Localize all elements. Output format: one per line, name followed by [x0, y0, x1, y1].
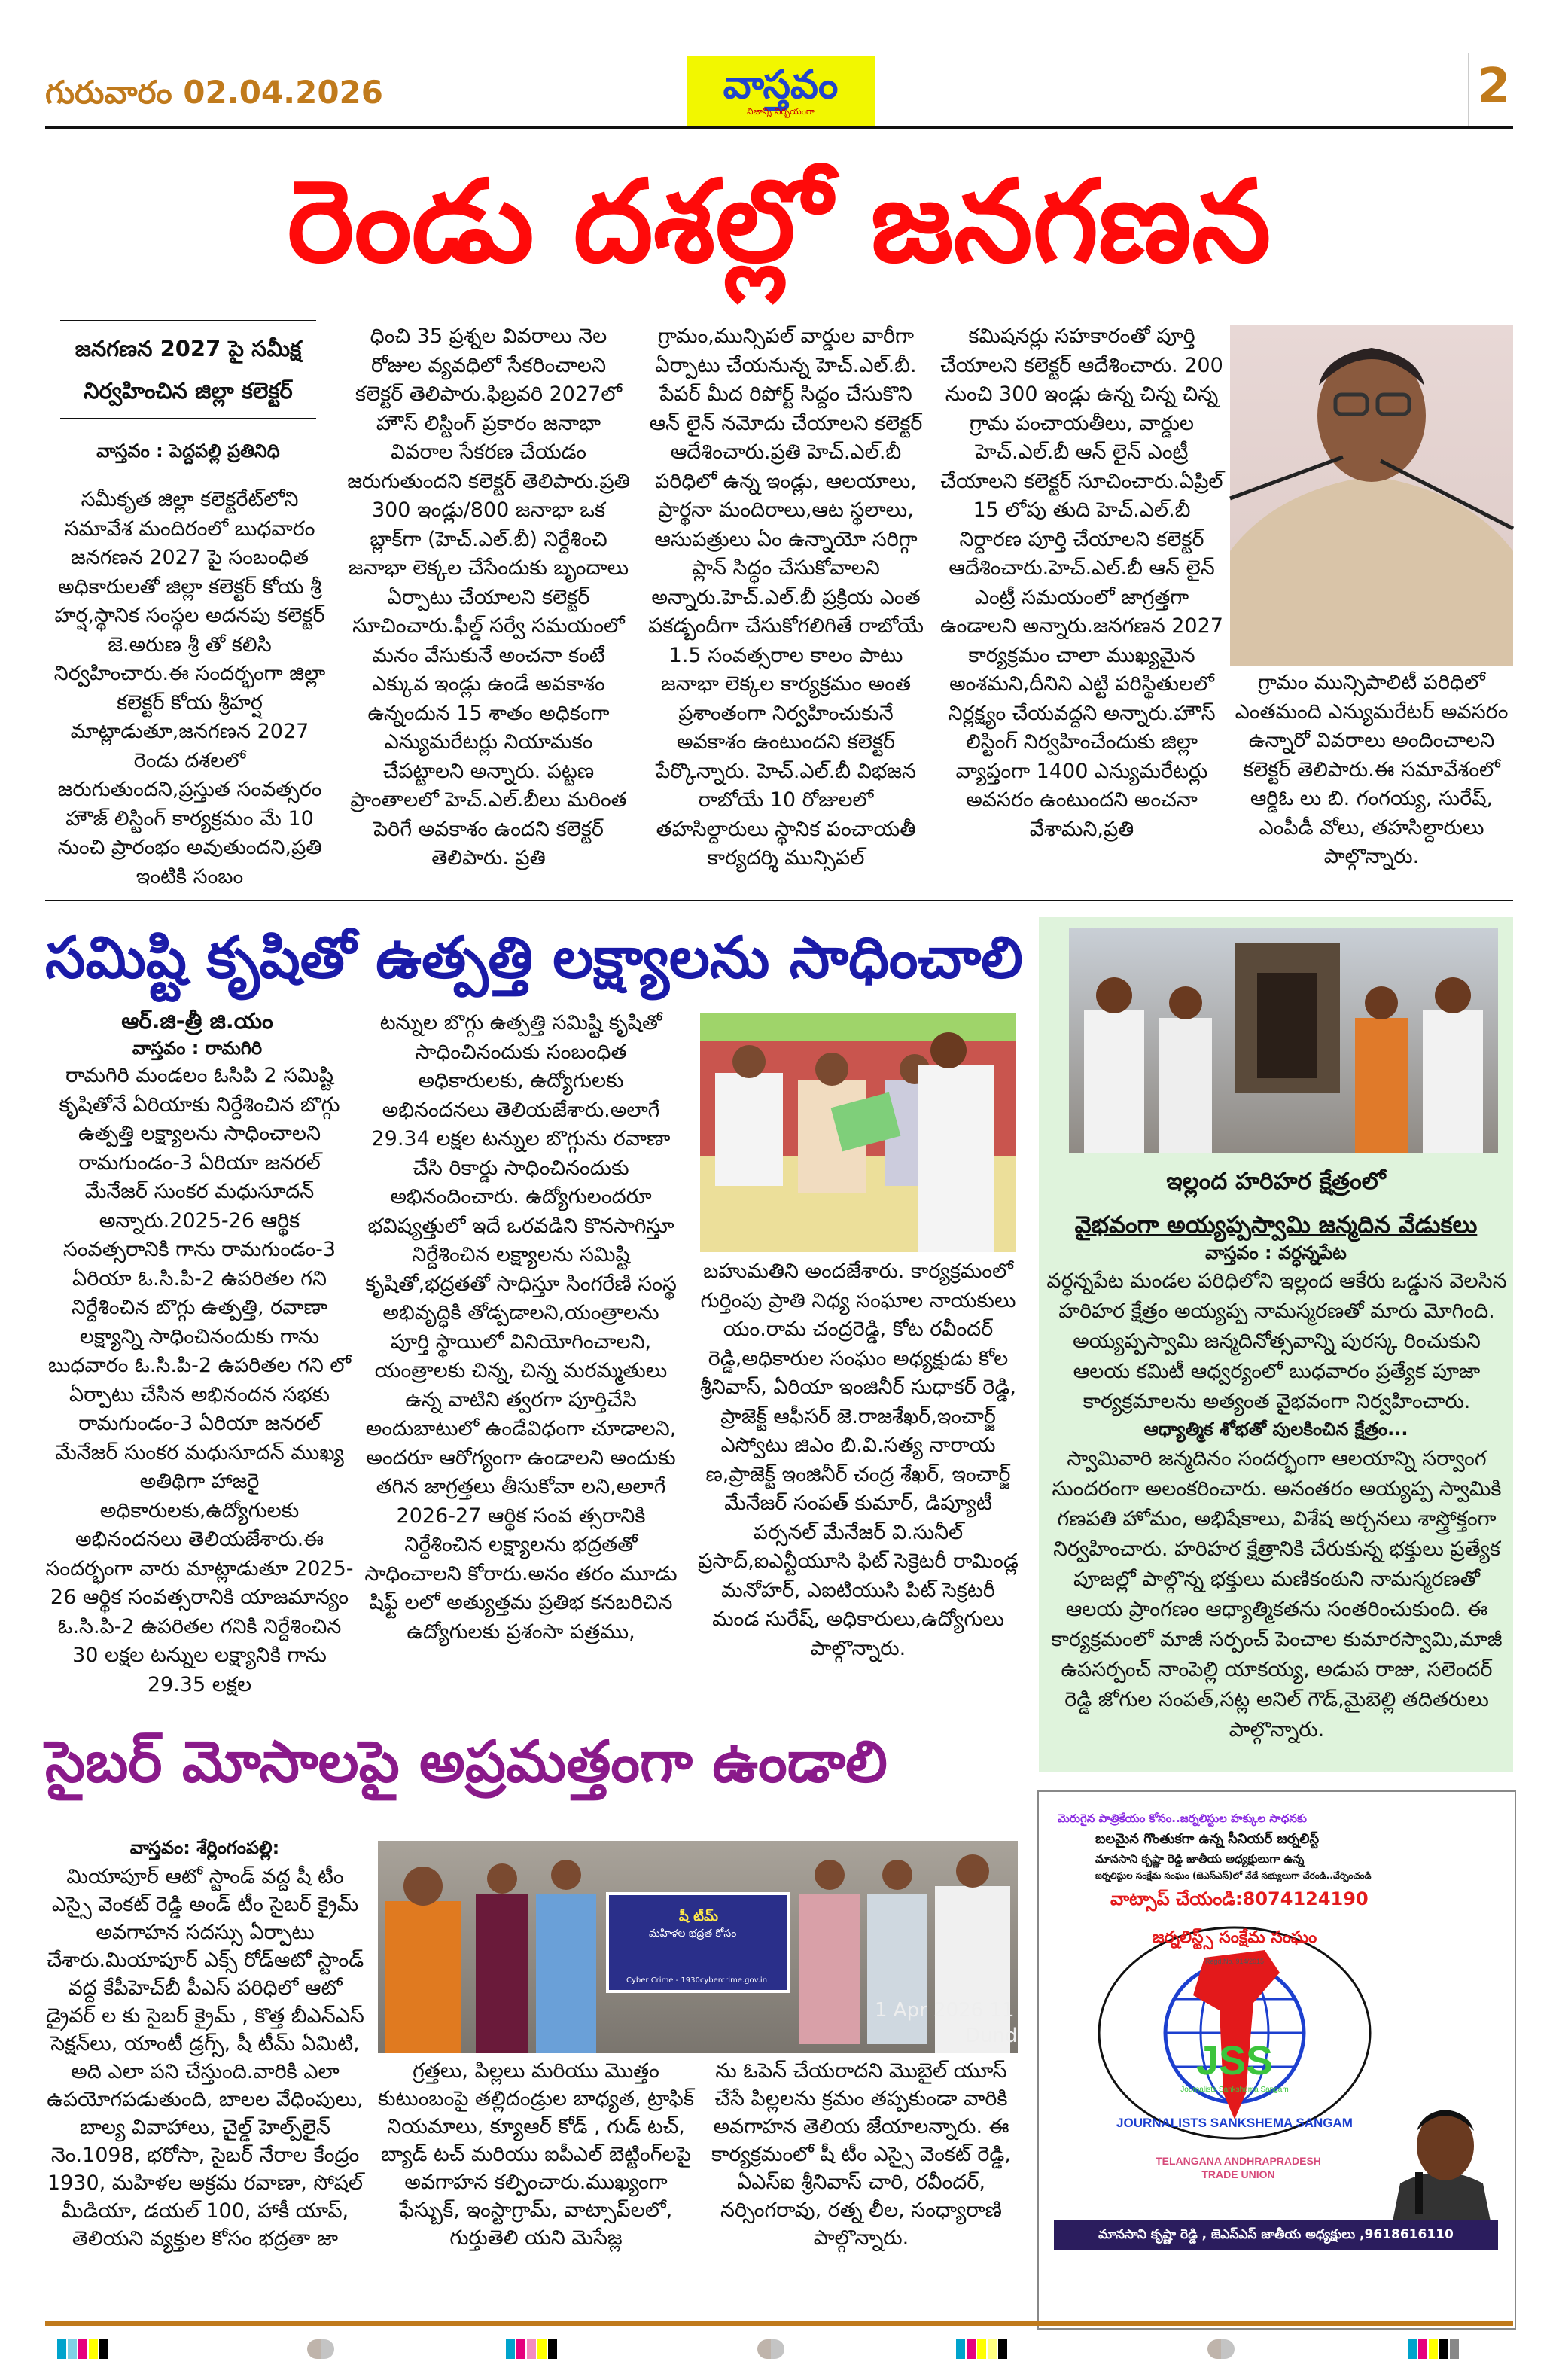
ad-line-1: మెరుగైన పాత్రికేయం కోసం..జర్నలిస్టుల హక్కుల సాధనకు [1058, 1812, 1307, 1825]
ad-footer: మానసాని కృష్ణా రెడ్డి , జెఎస్ఎస్ జాతీయ అధ్యక్షులు ,9618616110 [1054, 2220, 1498, 2250]
masthead-logo [687, 56, 875, 126]
logo-ring-text: JOURNALISTS SANKSHEMA SANGAM [1116, 2116, 1353, 2130]
temple-celebration-photo [1069, 928, 1498, 1153]
logo-inner-text: Journalists Sankshema Sangam [1180, 2086, 1289, 2094]
article2-column-1: రామగిరి మండలం ఓసిపి 2 సమిష్టి కృషితోనే ఏరియాకు నిర్దేశించిన బొగ్గు ఉత్పత్తి లక్ష్యాలను సాధించాలని రామగుండం-3 ఏరియా జనరల్ మేనేజర్ సుంకర మధుసూదన్ అన్నారు.2025-26 ఆర్థిక సంవత్సరానికి గాను రామగుండం-3 ఏరియా ఓ.సి.పి-2 ఉపరితల గని నిర్దేశించిన బొగ్గు ఉత్పత్తి, రవాణా లక్ష్యాన్ని సాధించినందుకు గాను బుధవారం ఓ.సి.పి-2 ఉపరితల గని లో ఏర్పాటు చేసిన అభినందన సభకు రామగుండం-3 ఏరియా జనరల్ మేనేజర్ సుంకర మధుసూదన్ ముఖ్య అతిథిగా హాజరై అధికారులకు,ఉద్యోగులకు అభినందనలు తెలియజేశారు.ఈ సందర్భంగా వారు మాట్లాడుతూ 2025-26 ఆర్థిక సంవత్సరానికి యాజమాన్యం ఓ.సి.పి-2 ఉపరితల గనికి నిర్దేశించిన 30 లక్షల టన్నుల లక్ష్యానికి గాను 29.35 లక్షల [45, 1064, 354, 1696]
ad-line-3: మానసాని కృష్ణా రెడ్డి జాతీయ అధ్యక్షులుగా ఉన్న [1095, 1852, 1305, 1866]
ad-whatsapp: వాట్సాప్ చేయండి:8074124190 [1110, 1888, 1369, 1909]
president-photo-icon [1393, 2101, 1491, 2221]
article1-column-4: కమిషనర్లు సహకారంతో పూర్తి చేయాలని కలెక్టర్ ఆదేశించారు. 200 నుంచి 300 ఇండ్లు ఉన్న చిన్న చిన్న గ్రామ పంచాయతీలు, వార్డుల హెచ్.ఎల్.బీ ఆన్ లైన్ ఎంట్రీ చేయాలని కలెక్టర్ సూచించారు.ఏప్రిల్ 15 లోపు తుది హెచ్.ఎల్.బీ నిర్దారణ పూర్తి చేయాలని కలెక్టర్ ఆదేశించారు.హెచ్.ఎల్.బీ ఆన్ లైన్ ఎంట్రీ సమయంలో జాగ్రత్తగా ఉండాలని అన్నారు.జనగణన 2027 కార్యక్రమం చాలా ముఖ్యమైన అంశమని,దీనిని ఎట్టి పరిస్థితులలో నిర్లక్ష్యం చేయవద్దని అన్నారు.హౌస్ లిస్టింగ్ నిర్వహించేందుకు జిల్లా వ్యాప్తంగా 1400 ఎన్యుమరేటర్లు అవసరం ఉంటుందని అంచనా వేశామని,ప్రతి [940, 325, 1223, 841]
article2-column-2: టన్నుల బొగ్గు ఉత్పత్తి సమిష్టి కృషితో సాధించినందుకు సంబంధిత అధికారులకు, ఉద్యోగులకు అభినందనలు తెలియజేశారు.అలాగే 29.34 లక్షల టన్నుల బొగ్గును రవాణా చేసి రికార్డు సాధించినందుకు అభినందించారు. ఉద్యోగులందరూ భవిష్యత్తులో ఇదే ఒరవడిని కొనసాగిస్తూ నిర్దేశించిన లక్ష్యాలను సమిష్టి కృషితో,భద్రతతో సాధిస్తూ సింగరేణి సంస్థ అభివృద్ధికి తోడ్పడాలని,యంత్రాలను పూర్తి స్థాయిలో వినియోగించాలని, యంత్రాలకు చిన్న, చిన్న మరమ్మతులు ఉన్న వాటిని త్వరగా పూర్తిచేసి అందుబాటులో ఉండేవిధంగా చూడాలని, అందరూ ఆరోగ్యంగా ఉండాలని అందుకు తగిన జాగ్రత్తలు తీసుకోవా లని,అలాగే 2026-27 ఆర్థిక సంవ త్సరానికి నిర్దేశించిన లక్ష్యాలను భద్రతతో సాధించాలని కోరారు.అనం తరం మూడు షిఫ్ట్ లలో అత్యుత్తమ ప్రతిభ కనబరిచిన ఉద్యోగులకు ప్రశంసా పత్రము, [364, 1011, 678, 1644]
collector-photo [1230, 325, 1513, 666]
sidebar-headline-1: ఇల్లంద హరిహర క్షేత్రంలో [1166, 1168, 1386, 1195]
people-figures-icon [700, 1013, 1016, 1252]
photo-timestamp: 1 Apr 2026 11 [875, 1999, 1015, 2022]
article1-column-2: ధించి 35 ప్రశ్నల వివరాలు నెల రోజుల వ్యవధిలో సేకరించాలని కలెక్టర్ తెలిపారు.ఫిబ్రవరి 2027లో హౌస్ లిస్టింగ్ ప్రకారం జనాభా వివరాల సేకరణ చేయడం జరుగుతుందని కలెక్టర్ తెలిపారు.ప్రతి 300 ఇండ్లు/800 జనాభా ఒక బ్లాక్‌గా (హెచ్.ఎల్.బీ) నిర్దేశించి జనాభా లెక్కల చేసేందుకు బృందాలు ఏర్పాటు చేయాలని కలెక్టర్ సూచించారు.ఫీల్డ్ సర్వే సమయంలో మనం వేసుకునే అంచనా కంటే ఎక్కువ ఇండ్లు ఉండే అవకాశం ఉన్నందున 15 శాతం అధికంగా ఎన్యుమరేటర్లు నియామకం చేపట్టాలని అన్నారు. పట్టణ ప్రాంతాలలో హెచ్.ఎల్.బీలు మరింత పెరిగే అవకాశం ఉందని కలెక్టర్ తెలిపారు. ప్రతి [347, 325, 630, 870]
union-line-2: TRADE UNION [1201, 2168, 1275, 2180]
sidebar-byline: వాస్తవం : వర్ధన్నపేట [1205, 1242, 1347, 1263]
page-number-divider [1468, 53, 1469, 128]
article2-headline: సమిష్టి కృషితో ఉత్పత్తి లక్ష్యాలను సాధించాలి [45, 924, 1023, 991]
sidebar-paragraph-1: వర్ధన్నపేట మండల పరిధిలోని ఇల్లంద ఆకేరు ఒడ్డున వెలసిన హరిహర క్షేత్రం అయ్యప్ప నామస్మరణతో మారు మోగింది. అయ్యప్పస్వామి జన్మదినోత్సవాన్ని పురస్క రించుకుని ఆలయ కమిటీ ఆధ్వర్యంలో బుధవారం ప్రత్యేక పూజా కార్యక్రమాలను అత్యంత వైభవంగా నిర్వహించారు. [1046, 1269, 1507, 1413]
issue-date: గురువారం 02.04.2026 [45, 74, 383, 111]
logo-text: వాస్తవం [723, 62, 839, 108]
article3-column-1: మియాపూర్ ఆటో స్టాండ్ వద్ద షీ టీం ఎస్సై వెంకట్ రెడ్డి అండ్ టీం సైబర్ క్రైమ్ అవగాహన సదస్సు ఏర్పాటు చేశారు.మియాపూర్ ఎక్స్ రోడ్ఆటో స్టాండ్ వద్ద కేపీహెచ్‌బీ పీఎస్ పరిధిలో ఆటో డ్రైవర్ ల కు సైబర్ క్రైమ్ , కొత్త బీఎన్ఎస్ సెక్షన్‌లు, యాంటీ డ్రగ్స్, షీ టీమ్ ఏమిటి, అది ఎలా పని చేస్తుంది.వారికి ఎలా ఉపయోగపడుతుంది, బాలల వేధింపులు, బాల్య వివాహాలు, చైల్డ్ హెల్ప్‌లైన్ నెం.1098, భరోసా, సైబర్ నేరాల కేంద్రం 1930, మహిళల అక్రమ రవాణా, సోషల్ మీడియా, డయల్ 100, హాకీ యాప్, తెలియని వ్యక్తుల కోసం భద్రతా జా [46, 1865, 364, 2250]
collector-photo-caption: గ్రామం మున్సిపాలిటీ పరిధిలో ఎంతమంది ఎన్యుమరేటర్ అవసరం ఉన్నారో వివరాలు అందించాలని కలెక్టర్ తెలిపారు.ఈ సమావేశంలో ఆర్డిఓ లు బి. గంగయ్య, సురేష్, ఎంపీడీ వోలు, తహసిల్దారులు పాల్గొన్నారు. [1235, 671, 1509, 868]
article3-byline: వాస్తవం: శేర్లింగంపల్లి: [129, 1837, 280, 1858]
header-rule [45, 126, 1513, 129]
sidebar-paragraph-2: స్వామివారి జన్మదినం సందర్భంగా ఆలయాన్ని సర్వాంగ సుందరంగా అలంకరించారు. అనంతరం అయ్యప్ప స్వామికి గణపతి హోమం, అభిషేకాలు, విశేష అర్చనలు శాస్త్రోక్తంగా నిర్వహించారు. హరిహర క్షేత్రానికి చేరుకున్న భక్తులు ప్రత్యేక పూజల్లో పాల్గొన్న భక్తులు మణికంఠుని నామస్మరణతో ఆలయ ప్రాంగణం ఆధ్యాత్మికతను సంతరించుకుంది. ఈ కార్యక్రమంలో మాజీ సర్పంచ్ పెంచాల కుమారస్వామి,మాజీ ఉపసర్పంచ్ నాంపెల్లి యాకయ్య, అడుప రాజు, సలెందర్ రెడ్డి జోగుల సంపత్,సట్ల అనిల్ గౌడ్,మైబెల్లి తదితరులు పాల్గొన్నారు. [1051, 1447, 1503, 1742]
article1-subhead: జనగణన 2027 పై సమీక్ష నిర్వహించిన జిల్లా కలెక్టర్ [75, 336, 302, 404]
article1-subhead-box [60, 320, 316, 419]
article2-subhead: ఆర్.జి-త్రీ జి.యం [121, 1008, 273, 1034]
jss-logo-icon [1092, 1920, 1378, 2146]
ad-line-4: జర్నలిస్టుల సంక్షేమ సంఘం (జెఎస్ఎస్)లో నేడే సభ్యులుగా చేరండి..చేర్పించండి [1095, 1870, 1372, 1881]
she-team-awareness-photo [378, 1841, 1018, 2053]
registration-pill [307, 2339, 334, 2359]
color-registration-marks [57, 2339, 108, 2359]
article2-byline: వాస్తవం : రామగిరి [132, 1038, 263, 1059]
article1-column-3: గ్రామం,మున్సిపల్ వార్డుల వారీగా ఏర్పాటు చేయనున్న హెచ్.ఎల్.బీ. పేపర్ మీద రిపోర్ట్ సిద్దం చేసుకొని ఆన్ లైన్ నమోదు చేయాలని కలెక్టర్ ఆదేశించారు.ప్రతి హెచ్.ఎల్.బీ పరిధిలో ఉన్న ఇండ్లు, ఆలయాలు, ప్రార్థనా మందిరాలు,ఆట స్థలాలు, ఆసుపత్రులు ఏం ఉన్నాయో సరిగ్గా ప్లాన్ సిద్ధం చేసుకోవాలని అన్నారు.హెచ్.ఎల్.బీ ప్రక్రియ ఎంత పకడ్బందీగా చేసుకోగలిగితే రాబోయే 1.5 సంవత్సరాల కాలం పాటు జనాభా లెక్కల కార్యక్రమం అంత ప్రశాంతంగా నిర్వహించుకునే అవకాశం ఉంటుందని కలెక్టర్ పేర్కొన్నారు. హెచ్.ఎల్.బీ విభజన రాబోయే 10 రోజులలో తహసిల్దారులు స్థానిక పంచాయతీ కార్యదర్శి మున్సిపల్ [648, 325, 924, 870]
logo-regd: Regd.No. 914/2015 [1204, 1958, 1265, 1965]
article1-byline: వాస్తవం : పెద్దపల్లి ప్రతినిధి [96, 440, 280, 462]
devotees-figures-icon [1069, 928, 1498, 1153]
banner-title: షీ టీమ్ [679, 1909, 719, 1924]
article3-column-3: ను ఓపెన్ చేయరాదని మొబైల్ యూస్ చేసే పిల్లలను క్రమం తప్పకుండా వారికి అవగాహన తెలియ జేయాలన్నారు. ఈ కార్యక్రమంలో షీ టీం ఎస్సై వెంకట్ రెడ్డి, ఏఎస్ఐ శ్రీనివాస్ చారి, రవీందర్, నర్సింగరావు, రత్న లీల, సంధ్యారాణి పాల్గొన్నారు. [711, 2059, 1011, 2250]
sidebar-subhead: ఆధ్యాత్మిక శోభతో పులకించిన క్షేత్రం... [1143, 1419, 1408, 1440]
page-number: 2 [1477, 59, 1511, 114]
article3-headline: సైబర్ మోసాలపై అప్రమత్తంగా ఉండాలి [45, 1728, 888, 1795]
union-line-1: TELANGANA ANDHRAPRADESH [1156, 2155, 1321, 2167]
color-registration-marks [956, 2339, 1007, 2359]
ad-line-2: బలమైన గొంతుకగా ఉన్న సీనియర్ జర్నలిస్ట్ [1095, 1831, 1320, 1847]
logo-tagline: నిజాన్ని నిర్భయంగా [747, 105, 815, 117]
sidebar-headline-2: వైభవంగా అయ్యప్పస్వామి జన్మదిన వేడుకలు [1074, 1211, 1478, 1239]
article3-column-2: గ్రత్తలు, పిల్లలు మరియు మొత్తం కుటుంబంపై తల్లిదండ్రుల బాధ్యత, ట్రాఫిక్ నియమాలు, క్యూఆర్ కోడ్ , గుడ్ టచ్, బ్యాడ్ టచ్ మరియు ఐపీఎల్ బెట్టింగ్‌లపై అవగాహన కల్పించారు.ముఖ్యంగా ఫేస్బుక్, ఇంస్టాగ్రామ్, వాట్సాప్‌లలో, గుర్తుతెలి యని మెసేజ్ల [378, 2059, 694, 2250]
main-headline: రెండు దశల్లో జనగణన [287, 157, 1271, 288]
logo-top-text: జర్నలిస్ట్స్ సంక్షేమ సంఘం [1152, 1928, 1317, 1947]
collector-figure-icon [1230, 325, 1513, 666]
footer-bar [45, 2321, 1513, 2326]
jss-advertisement [1037, 1790, 1516, 2330]
banner-footer: Cyber Crime - 1930cybercrime.gov.in [626, 1976, 768, 1985]
banner-subtitle: మహిళల భద్రత కోసం [649, 1927, 737, 1940]
photo-location: Dund [965, 2025, 1018, 2047]
color-registration-marks [506, 2339, 557, 2359]
svg-text:JSS: JSS [1195, 2038, 1274, 2083]
article1-column-1: సమీకృత జిల్లా కలెక్టరేట్‌లోని సమావేశ మందిరంలో బుధవారం జనగణన 2027 పై సంబంధిత అధికారులతో జిల్లా కలెక్టర్ కోయ శ్రీ హర్ష,స్థానిక సంస్థల అదనపు కలెక్టర్ జె.అరుణ శ్రీ తో కలిసి నిర్వహించారు.ఈ సందర్భంగా జిల్లా కలెక్టర్ కోయ శ్రీహర్ష మాట్లాడుతూ,జనగణన 2027 రెండు దశలలో జరుగుతుందని,ప్రస్తుత సంవత్సరం హౌజ్ లిస్టింగ్ కార్యక్రమం మే 10 నుంచి ప్రారంభం అవుతుందని,ప్రతి ఇంటికి సంబం [53, 488, 326, 888]
article2-column-3: బహుమతిని అందజేశారు. కార్యక్రమంలో గుర్తింపు ప్రాతి నిధ్య సంఘాల నాయకులు యం.రామ చంద్రరెడ్డి, కోట రవీందర్ రెడ్డి,అధికారుల సంఘం అధ్యక్షుడు కోల శ్రీనివాస్, ఏరియా ఇంజినీర్ సుధాకర్ రెడ్డి, ప్రాజెక్ట్ ఆఫీసర్ జె.రాజశేఖర్,ఇంచార్జ్ ఎస్వోటు జిఎం బి.వి.సత్య నారాయ ణ,ప్రాజెక్ట్ ఇంజినీర్ చంద్ర శేఖర్, ఇంచార్జ్ మేనేజర్ సంపత్ కుమార్, డిప్యూటీ పర్సనల్ మేనేజర్ వి.సునీల్ ప్రసాద్,ఐఎన్టీయూసి ఫిట్ సెక్రెటరీ రామిండ్ల మనోహర్, ఎఐటియుసి పిట్ సెక్రటరీ మండ సురేష్, అధికారులు,ఉద్యోగులు పాల్గొన్నారు. [698, 1260, 1019, 1660]
award-ceremony-photo [700, 1013, 1016, 1252]
color-registration-marks [1408, 2339, 1459, 2359]
section-divider-1 [45, 900, 1513, 901]
registration-pill [1207, 2339, 1235, 2359]
registration-pill [757, 2339, 784, 2359]
